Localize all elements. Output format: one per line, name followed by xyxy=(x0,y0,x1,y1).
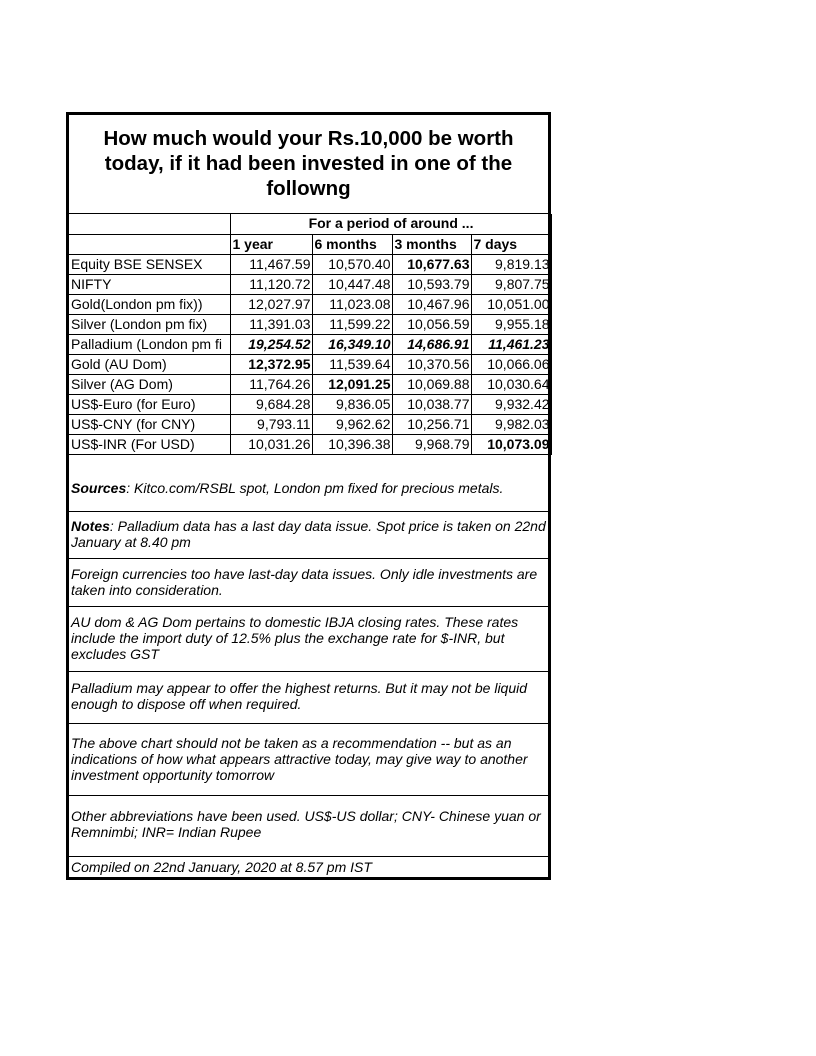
value-cell: 10,593.79 xyxy=(392,274,471,294)
value-cell: 10,051.00 xyxy=(471,294,551,314)
blank-cell xyxy=(69,214,230,234)
value-cell: 10,570.40 xyxy=(312,254,392,274)
value-cell: 10,031.26 xyxy=(230,434,312,454)
value-cell: 10,677.63 xyxy=(392,254,471,274)
value-cell: 9,793.11 xyxy=(230,414,312,434)
value-cell: 10,069.88 xyxy=(392,374,471,394)
table-row xyxy=(69,254,551,274)
value-cell: 9,807.75 xyxy=(471,274,551,294)
table-row xyxy=(69,414,551,434)
row-label: US$-INR (For USD) xyxy=(69,434,230,454)
returns-table xyxy=(69,214,552,455)
column-header: 7 days xyxy=(471,234,551,254)
value-cell: 9,968.79 xyxy=(392,434,471,454)
value-cell: 9,932.42 xyxy=(471,394,551,414)
value-cell: 10,447.48 xyxy=(312,274,392,294)
currency-note: Foreign currencies too have last-day data issues. Only idle investments are taken into consideration. xyxy=(69,559,548,607)
period-header: For a period of around ... xyxy=(230,214,551,234)
row-label: Silver (London pm fix) xyxy=(69,314,230,334)
row-label: US$-CNY (for CNY) xyxy=(69,414,230,434)
disclaimer-note: The above chart should not be taken as a recommendation -- but as an indications of how what appears attractive today, may give way to another investment opportunity tomorrow xyxy=(69,724,548,796)
row-label: Gold(London pm fix)) xyxy=(69,294,230,314)
value-cell: 11,120.72 xyxy=(230,274,312,294)
notes-label: Notes xyxy=(71,518,110,534)
value-cell: 10,396.38 xyxy=(312,434,392,454)
palladium-note: Palladium may appear to offer the highest returns. But it may not be liquid enough to dispose off when required. xyxy=(69,672,548,724)
value-cell: 10,056.59 xyxy=(392,314,471,334)
table-row xyxy=(69,314,551,334)
blank-cell xyxy=(69,234,230,254)
column-header: 3 months xyxy=(392,234,471,254)
table-row xyxy=(69,394,551,414)
period-header-row xyxy=(69,214,551,234)
value-cell: 9,955.18 xyxy=(471,314,551,334)
compiled-note: Compiled on 22nd January, 2020 at 8.57 pm IST xyxy=(71,859,372,875)
value-cell: 16,349.10 xyxy=(312,334,392,354)
value-cell: 11,391.03 xyxy=(230,314,312,334)
sources-note xyxy=(69,465,548,512)
value-cell: 10,030.64 xyxy=(471,374,551,394)
table-row xyxy=(69,374,551,394)
value-cell: 10,038.77 xyxy=(392,394,471,414)
table-row xyxy=(69,274,551,294)
row-label: Gold (AU Dom) xyxy=(69,354,230,374)
sources-label: Sources xyxy=(71,480,127,496)
domestic-rates-note: AU dom & AG Dom pertains to domestic IBJA closing rates. These rates include the import duty of 12.5% plus the exchange rate for $-INR, but excludes GST xyxy=(69,607,548,672)
value-cell: 9,982.03 xyxy=(471,414,551,434)
value-cell: 11,467.59 xyxy=(230,254,312,274)
row-label: NIFTY xyxy=(69,274,230,294)
row-label: Equity BSE SENSEX xyxy=(69,254,230,274)
table-row xyxy=(69,294,551,314)
table-row xyxy=(69,354,551,374)
value-cell: 9,819.13 xyxy=(471,254,551,274)
notes-note xyxy=(69,512,548,559)
value-cell: 10,073.09 xyxy=(471,434,551,454)
value-cell: 9,684.28 xyxy=(230,394,312,414)
value-cell: 11,599.22 xyxy=(312,314,392,334)
value-cell: 10,467.96 xyxy=(392,294,471,314)
value-cell: 11,539.64 xyxy=(312,354,392,374)
value-cell: 12,372.95 xyxy=(230,354,312,374)
value-cell: 10,370.56 xyxy=(392,354,471,374)
sources-text: : Kitco.com/RSBL spot, London pm fixed for precious metals. xyxy=(126,480,504,496)
value-cell: 14,686.91 xyxy=(392,334,471,354)
notes-section xyxy=(69,465,548,879)
column-header-row xyxy=(69,234,551,254)
notes-text: : Palladium data has a last day data issue. Spot price is taken on 22nd January at 8.40 pm xyxy=(71,518,546,550)
value-cell: 12,091.25 xyxy=(312,374,392,394)
value-cell: 9,836.05 xyxy=(312,394,392,414)
sheet-title: How much would your Rs.10,000 be worth today, if it had been invested in one of the followng xyxy=(69,115,548,214)
value-cell: 10,066.06 xyxy=(471,354,551,374)
value-cell: 11,461.23 xyxy=(471,334,551,354)
value-cell: 11,764.26 xyxy=(230,374,312,394)
returns-sheet xyxy=(66,112,551,880)
column-header: 1 year xyxy=(230,234,312,254)
column-header: 6 months xyxy=(312,234,392,254)
row-label: Palladium (London pm fi xyxy=(69,334,230,354)
value-cell: 11,023.08 xyxy=(312,294,392,314)
table-row xyxy=(69,334,551,354)
value-cell: 12,027.97 xyxy=(230,294,312,314)
row-label: US$-Euro (for Euro) xyxy=(69,394,230,414)
value-cell: 10,256.71 xyxy=(392,414,471,434)
abbreviations-note: Other abbreviations have been used. US$-US dollar; CNY- Chinese yuan or Remnimbi; INR= Indian Rupee xyxy=(69,796,548,857)
value-cell: 19,254.52 xyxy=(230,334,312,354)
row-label: Silver (AG Dom) xyxy=(69,374,230,394)
table-row xyxy=(69,434,551,454)
value-cell: 9,962.62 xyxy=(312,414,392,434)
